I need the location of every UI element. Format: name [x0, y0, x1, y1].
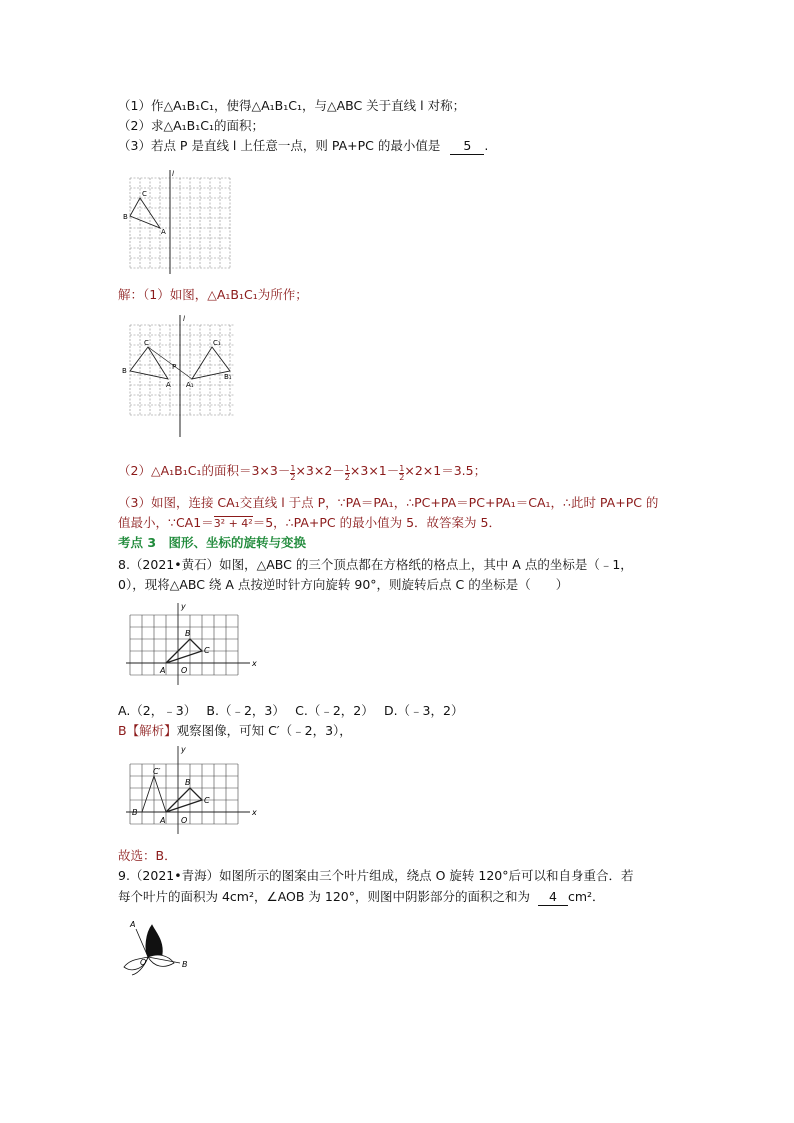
- label-y: y: [181, 602, 186, 611]
- label-x: x: [252, 808, 257, 817]
- label-a: A: [166, 381, 171, 389]
- label-l: l: [183, 315, 185, 323]
- solution-part3: （3）如图，连接 CA₁交直线 l 于点 P，∵PA＝PA₁，∴PC+PA＝PC+PA₁＝CA₁，∴此时 PA+PC 的: [118, 495, 659, 510]
- answer-blank: 5: [450, 138, 484, 155]
- q-part3-end: .: [484, 138, 489, 153]
- q-part3-text: （3）若点 P 是直线 l 上任意一点，则 PA+PC 的最小值是: [118, 138, 441, 153]
- label-b-rot: B: [132, 808, 138, 817]
- q8-line2: 0），现将△ABC 绕 A 点按逆时针方向旋转 90°，则旋转后点 C 的坐标是（ ）: [118, 577, 569, 592]
- fraction-num: 1: [344, 464, 350, 473]
- label-a: A: [161, 228, 166, 236]
- label-o: O: [140, 958, 147, 967]
- label-o: O: [181, 816, 188, 825]
- label-x: x: [252, 659, 257, 668]
- figure-rotation-solution: [128, 746, 263, 834]
- fraction-num: 1: [290, 464, 296, 473]
- label-p: P: [172, 363, 177, 371]
- fraction-num: 1: [399, 464, 405, 473]
- q9-line1: 9.（2021•青海）如图所示的图案由三个叶片组成，绕点 O 旋转 120°后可以和自身重合．若: [118, 868, 634, 883]
- section-title: 考点 3 图形、坐标的旋转与变换: [118, 535, 307, 550]
- q9-line2: [118, 889, 605, 906]
- q9-unit: cm²．: [567, 889, 605, 904]
- ca1-result: ＝5，∴PA+PC 的最小值为 5．故答案为 5．: [252, 515, 501, 530]
- label-b: B: [185, 629, 191, 638]
- label-c: C: [144, 339, 149, 347]
- q8-conclusion: 故选：B．: [118, 848, 177, 863]
- label-o: O: [181, 666, 188, 675]
- area-expr-2: ×3×2－: [295, 463, 345, 478]
- solution-part1: 解：（1）如图，△A₁B₁C₁为所作；: [118, 287, 308, 302]
- label-c1: C₁: [213, 339, 221, 347]
- triangle-abc: [130, 347, 168, 379]
- figure-reflection-grid: [123, 168, 238, 278]
- answer-text: 观察图像，可知 C′（﹣2，3），: [176, 723, 352, 738]
- label-c: C: [204, 796, 210, 805]
- area-expr-1: （2）△A₁B₁C₁的面积＝3×3－: [118, 463, 291, 478]
- q8-line1: 8.（2021•黄石）如图，△ABC 的三个顶点都在方格纸的格点上，其中 A 点的坐标是（﹣1，: [118, 557, 633, 572]
- label-a: A: [160, 666, 166, 675]
- q-part3: [118, 138, 488, 155]
- area-expr-4: ×2×1＝3.5；: [404, 463, 487, 478]
- label-b1: B₁: [224, 373, 232, 381]
- area-expr-3: ×3×1－: [349, 463, 400, 478]
- fraction-den: 2: [399, 473, 405, 482]
- figure-reflection-solution: [122, 315, 238, 440]
- label-l: l: [172, 170, 174, 178]
- label-b: B: [185, 778, 191, 787]
- fraction-den: 2: [344, 473, 350, 482]
- label-b: B: [122, 367, 127, 375]
- triangle-abc: [130, 198, 160, 228]
- label-b: B: [182, 960, 188, 969]
- ca1-expr: 值最小，∵CA1＝: [118, 515, 214, 530]
- leaf-right: [148, 955, 174, 966]
- solution-part3-cont: [118, 515, 501, 532]
- label-y: y: [181, 745, 186, 754]
- radical: 3² + 4²: [213, 517, 253, 530]
- solution-part2: [118, 463, 486, 482]
- label-b: B: [123, 213, 128, 221]
- figure-three-leaves: [118, 915, 198, 981]
- label-a: A: [160, 816, 166, 825]
- answer-tag: 【解析】: [126, 723, 177, 738]
- label-c: C: [204, 646, 210, 655]
- label-c-prime: C′: [153, 767, 161, 776]
- leaf-shaded: [146, 925, 162, 957]
- q9-answer-blank: 4: [538, 889, 568, 906]
- q-part2: （2）求△A₁B₁C₁的面积；: [118, 118, 264, 133]
- q9-text: 每个叶片的面积为 4cm²，∠AOB 为 120°，则图中阴影部分的面积之和为: [118, 889, 530, 904]
- answer-letter: B: [118, 723, 127, 738]
- label-a1: A₁: [186, 381, 194, 389]
- q-part1: （1）作△A₁B₁C₁，使得△A₁B₁C₁，与△ABC 关于直线 l 对称；: [118, 98, 466, 113]
- label-a: A: [130, 920, 136, 929]
- figure-rotation-grid: [128, 603, 263, 685]
- q8-answer: [118, 723, 352, 739]
- fraction-den: 2: [290, 473, 296, 482]
- q8-options: A.（2，﹣3） B.（﹣2，3） C.（﹣2，2） D.（﹣3，2）: [118, 703, 464, 718]
- label-c: C: [142, 190, 147, 198]
